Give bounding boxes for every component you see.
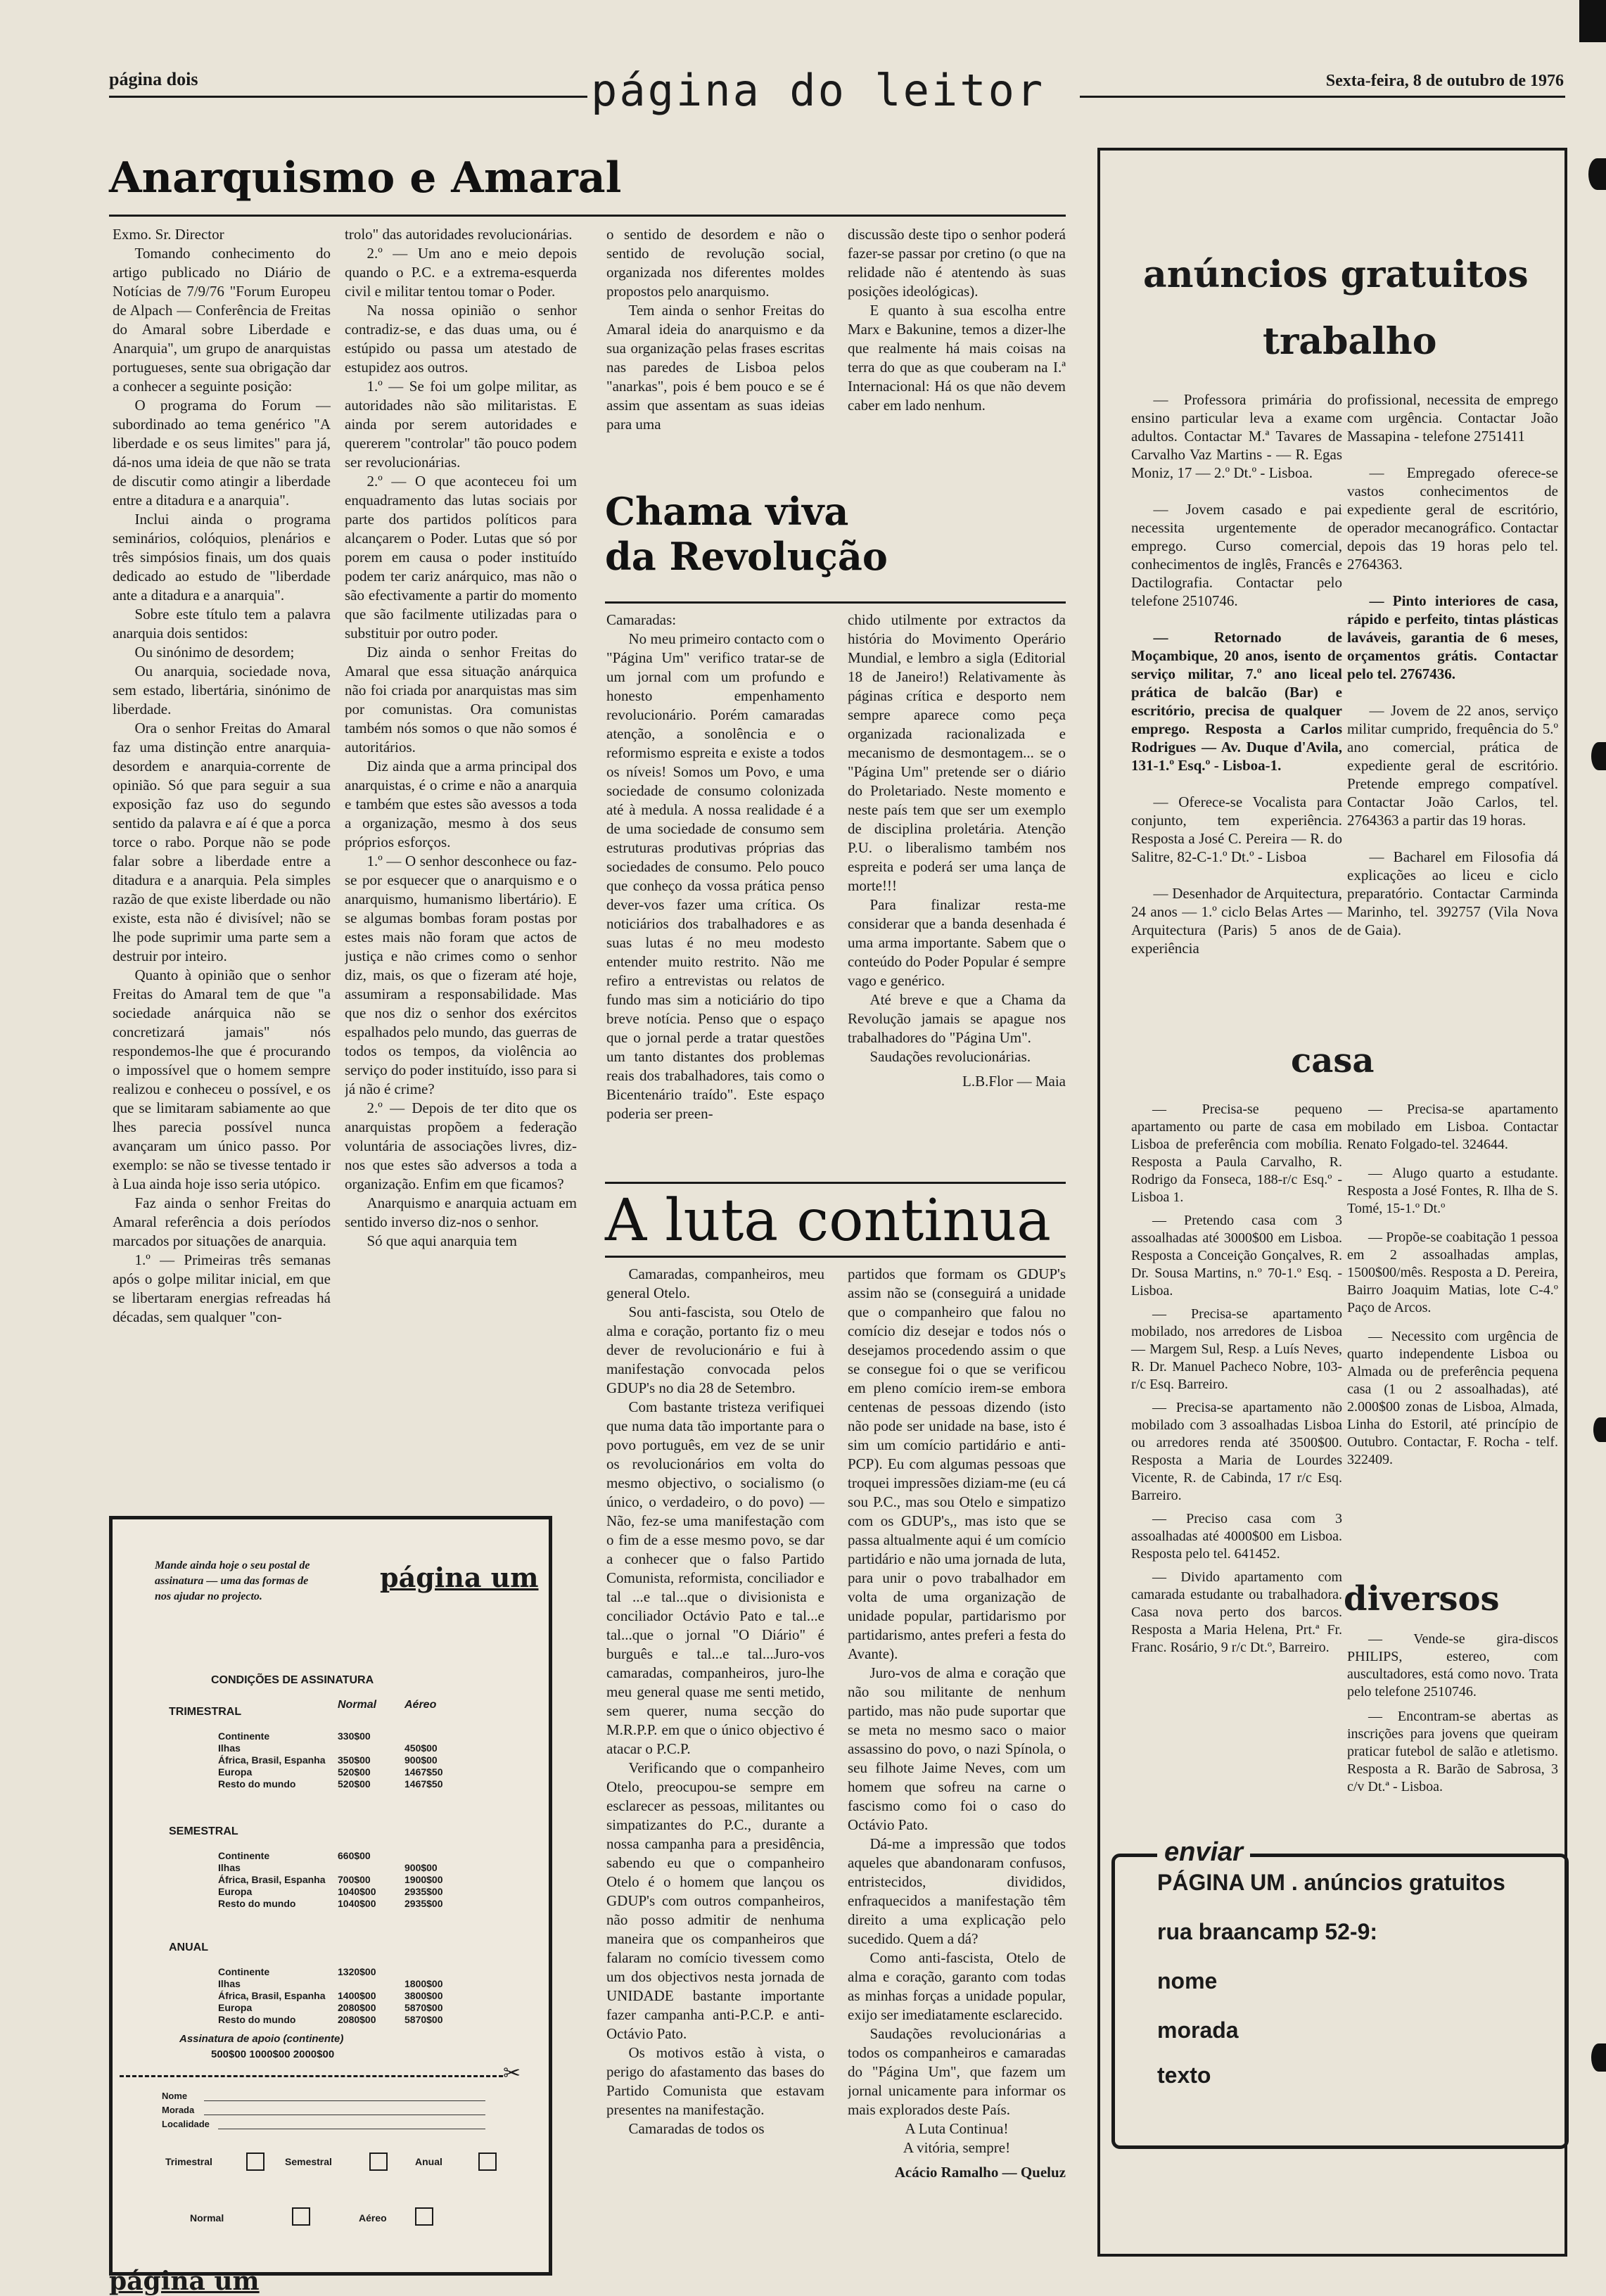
classified-ad: — Vende-se gira-discos PHILIPS, estereo, com auscultadores, está como novo. Trata pelo telefone 2510746. bbox=[1347, 1631, 1558, 1699]
paragraph: Verificando que o companheiro Otelo, preocupou-se sempre em esclarecer as pessoas, militantes ou simpatizantes do P.C., durante a nossa campanha para a presidência, sabendo eu que o companheiro Otelo é o homem que lançou os GDUP's com outros companheiros, não posso admitir de nenhuma maneira que os companheiros que falaram no comício tivessem como um dos objectivos nesta jornada de UNIDADE bastante importante fazer campanha anti-P.C.P. e anti-Octávio Pato. bbox=[606, 1759, 824, 2042]
nome-label: Nome bbox=[162, 2091, 188, 2101]
option-aereo: Aéreo bbox=[359, 2212, 387, 2224]
trabalho-column-1 bbox=[1131, 390, 1342, 976]
checkbox-anual[interactable] bbox=[478, 2152, 497, 2171]
headline-line: Chama viva bbox=[605, 489, 849, 534]
enviar-morada-label: morada bbox=[1157, 2017, 1239, 2043]
anual-label: ANUAL bbox=[169, 1941, 208, 1953]
article1-column-3 bbox=[606, 225, 824, 478]
region: Resto do mundo bbox=[218, 1778, 296, 1790]
paragraph: Dá-me a impressão que todos aqueles que abandonaram confusos, entristecidos, divididos, enfraquecidos a manifestação têm direito a uma explicação pelo sucedido. Quem a dá? bbox=[848, 1835, 1066, 1947]
paragraph: Anarquismo e anarquia actuam em sentido inverso diz-nos o senhor. bbox=[345, 1194, 577, 1230]
article3-rule bbox=[605, 1256, 1066, 1258]
price-aereo: 450$00 bbox=[404, 1742, 438, 1754]
apoio-values: 500$00 1000$00 2000$00 bbox=[211, 2048, 335, 2060]
headline-anarquismo: Anarquismo e Amaral bbox=[109, 153, 622, 203]
option-anual: Anual bbox=[415, 2156, 442, 2167]
price-aereo: 5870$00 bbox=[404, 2002, 443, 2013]
article1-column-4 bbox=[848, 225, 1066, 478]
enviar-label: enviar bbox=[1157, 1837, 1250, 1868]
classified-ad: — Pretendo casa com 3 assoalhadas até 3000$00 em Lisboa. Resposta a Conceição Gonçalves, R. Dr. Sousa Martins, n.º 70-1.º Esq. - Lisboa. bbox=[1131, 1213, 1342, 1299]
price-normal: 520$00 bbox=[338, 1778, 371, 1790]
morada-label: Morada bbox=[162, 2105, 195, 2115]
article2-rule bbox=[605, 601, 1066, 604]
cut-line bbox=[120, 2075, 503, 2077]
region: Resto do mundo bbox=[218, 2014, 296, 2025]
trimestral-label: TRIMESTRAL bbox=[169, 1706, 242, 1718]
subscription-intro: Mande ainda hoje o seu postal de assinatura — uma das formas de nos ajudar no projecto. bbox=[155, 1560, 310, 1602]
price-normal bbox=[338, 1978, 404, 1990]
price-normal bbox=[338, 1742, 404, 1754]
paragraph: Quanto à opinião que o senhor Freitas do Amaral tem de que "a sociedade anárquica não se concretizará jamais" nós respondemos-lhe que é procurando o impossível que o homem sempre realizou e conheceu o possível, e os que se limitaram sabiamente ao que lhes parecia possível nunca avançaram um único passo. Por exemplo: se não se tivesse tentado ir à Lua ainda hoje isso seria utópico. bbox=[113, 967, 331, 1192]
price-normal bbox=[338, 1862, 404, 1874]
region: Europa bbox=[218, 2002, 253, 2013]
paragraph: Os motivos estão à vista, o perigo do afastamento das bases do Partido Comunista que estavam presentes na manifestação. bbox=[606, 2044, 824, 2118]
enviar-texto-label: texto bbox=[1157, 2062, 1211, 2088]
paragraph: Como anti-fascista, Otelo de alma e coração, garanto com todas as minhas forças a unidade popular, exijo ser imediatamente esclarecido. bbox=[848, 1949, 1066, 2023]
price-normal: 1040$00 bbox=[338, 1898, 376, 1909]
region: África, Brasil, Espanha bbox=[218, 1874, 326, 1885]
page-edge-mark bbox=[1591, 742, 1606, 770]
price-aereo: 5870$00 bbox=[404, 2014, 443, 2025]
paragraph: Juro-vos de alma e coração que não sou militante de nenhum partido, mas não pude suportar que se meta no mesmo saco o maior assassino do povo, o nazi Spínola, o seu filhote Jaime Neves, com um homem que sofreu na carne o fascismo como foi o caso do Octávio Pato. bbox=[848, 1664, 1066, 1833]
price-normal: 330$00 bbox=[338, 1730, 371, 1742]
page-edge-mark bbox=[1593, 1417, 1606, 1442]
paragraph: Camaradas: bbox=[606, 611, 677, 628]
classified-ad: — Propõe-se coabitação 1 pessoa em 2 assoalhadas amplas, 1500$00/mês. Resposta a D. Pereira, Bairro Joaquim Matias, lote C-4.º Paço de Arcos. bbox=[1347, 1230, 1558, 1315]
subscription-form bbox=[109, 1516, 552, 2276]
price-normal: 520$00 bbox=[338, 1766, 371, 1778]
paragraph: chido utilmente por extractos da história do Movimento Operário Mundial, e lembro a sigla (Editorial 18 de Janeiro!) Relativamente às páginas crítica e desporto nem sempre aparece como peça organizada racionalizada e mecanismo de desmontagem... se o "Página Um" pretende ser o diário do Proletariado. Neste momento e neste país tem que ser um exemplo de disciplina proletária. Atenção P.U. o liberalismo também nos espreita e poderá ser uma lança de morte!!! bbox=[848, 611, 1066, 894]
price-aereo: 900$00 bbox=[404, 1754, 438, 1766]
article3-column-1 bbox=[606, 1265, 824, 2272]
region: Ilhas bbox=[218, 1978, 241, 1989]
classified-ad: — Necessito com urgência de quarto independente Lisboa ou Almada ou de preferência pequena casa (1 ou 2 assoalhadas), até 2.000$00 zonas de Lisboa, Almada, Linha do Estoril, até princípio de Outubro. Contactar, F. Rocha - telf. 322409. bbox=[1347, 1329, 1558, 1467]
classified-ad: — Professora primária do ensino particular leva a exame adultos. Contactar M.ª Tavares de Carvalho Vaz Martins - — R. Egas Moniz, 17 — 2.º Dt.º - Lisboa. bbox=[1131, 391, 1342, 481]
region: Continente bbox=[218, 1850, 270, 1861]
price-normal: 2080$00 bbox=[338, 2002, 376, 2013]
diversos-column-2 bbox=[1347, 1631, 1558, 1803]
paragraph: Para finalizar resta-me considerar que a banda desenhada é uma arma importante. Sabem que o conteúdo do Poder Popular é sempre vago e genérico. bbox=[848, 896, 1066, 989]
classified-ad: — Oferece-se Vocalista para conjunto, tem experiência. Resposta a José C. Pereira — R. do Salitre, 82-C-1.º Dt.º - Lisboa bbox=[1131, 793, 1342, 865]
classifieds-title: anúncios gratuitos bbox=[1143, 253, 1529, 296]
casa-column-2 bbox=[1347, 1101, 1558, 1480]
classified-ad: — Encontram-se abertas as inscrições para jovens que queiram praticar futebol de salão e atletismo. Resposta a R. Barão de Sabrosa, 3 c/v Dt.ª - Lisboa. bbox=[1347, 1709, 1558, 1794]
paragraph: o sentido de desordem e não o sentido de revolução social, organizada nos diferentes moldes propostos pelo anarquismo. bbox=[606, 226, 824, 300]
price-normal: 1320$00 bbox=[338, 1966, 376, 1977]
price-aereo: 1467$50 bbox=[404, 1766, 443, 1778]
conditions-title: CONDIÇÕES DE ASSINATURA bbox=[211, 1674, 374, 1686]
region: Continente bbox=[218, 1730, 270, 1742]
price-aereo: 3800$00 bbox=[404, 1990, 443, 2001]
paragraph: Sobre este título tem a palavra anarquia dois sentidos: bbox=[113, 606, 331, 642]
enviar-nome-label: nome bbox=[1157, 1968, 1218, 1994]
price-aereo: 1800$00 bbox=[404, 1978, 443, 1989]
classified-ad: — Desenhador de Arquitectura, 24 anos — 1.º ciclo Belas Artes — Arquitectura (Paris) 5 anos de experiência bbox=[1131, 885, 1342, 957]
page-edge-mark bbox=[1591, 2043, 1606, 2072]
paragraph: Diz ainda o senhor Freitas do Amaral que essa situação anárquica não foi criada por anarquistas mas sim por comunistas. Ora comunistas também nós somos o que não somos é autoritários. bbox=[345, 644, 577, 755]
send-address-box bbox=[1111, 1837, 1569, 2149]
semestral-label: SEMESTRAL bbox=[169, 1825, 238, 1837]
apoio-label: Assinatura de apoio (continente) bbox=[179, 2033, 344, 2045]
paragraph: Camaradas de todos os bbox=[628, 2120, 765, 2137]
region: Ilhas bbox=[218, 1742, 241, 1754]
localidade-label: Localidade bbox=[162, 2119, 210, 2129]
headline-line: da Revolução bbox=[605, 534, 888, 579]
paragraph: Com bastante tristeza verifiquei que numa data tão importante para o povo português, em vez de se unir os revolucionários em volta do mesmo objectivo, o socialismo (o único, o verdadeiro, o do povo) — Não, fez-se uma manifestação com o fim de a esse mesmo povo, se dar a conhecer que o falso Partido Comunista, reformista, conciliador e tal ...e tal...que o divisionista e conciliador Octávio Pato e tal...e tal...que o jornal "O Diário" é burguês e tal...e tal...Juro-vos camaradas, companheiros, juro-lhe meu general quase me senti metido, sem querer, numa secção do M.R.P.P. em que o único objectivo é atacar o P.C.P. bbox=[606, 1398, 824, 1757]
paragraph: Só que aqui anarquia tem bbox=[367, 1232, 517, 1249]
classified-ad: — Empregado oferece-se vastos conhecimentos de expediente geral de escritório, operador mecanográfico. Contactar depois das 19 horas pelo tel. 2764363. bbox=[1347, 464, 1558, 573]
article2-column-2 bbox=[848, 611, 1066, 1180]
price-normal: 1400$00 bbox=[338, 1990, 376, 2001]
casa-title: casa bbox=[1291, 1041, 1375, 1080]
paragraph: 1.º — Primeiras três semanas após o golpe militar inicial, em que se libertaram energias refreadas há décadas, sem qualquer "con- bbox=[113, 1251, 331, 1325]
paragraph: 2.º — Um ano e meio depois quando o P.C. e a extrema-esquerda civil e militar tentou tomar o Poder. bbox=[345, 245, 577, 300]
option-normal: Normal bbox=[190, 2212, 224, 2224]
price-normal: 700$00 bbox=[338, 1874, 371, 1885]
paragraph: Ou anarquia, sociedade nova, sem estado, libertária, sinónimo de liberdade. bbox=[113, 663, 331, 718]
paragraph: O programa do Forum — subordinado ao tema genérico "A liberdade e os seus limites" para já, dá-nos uma ideia de que não se trata de discutir como atingir a liberdade entre a ditadura e a anarquia". bbox=[113, 397, 331, 509]
paragraph: A Luta Continua! bbox=[905, 2120, 1009, 2137]
paragraph: Na nossa opinião o senhor contradiz-se, e das duas uma, ou é estúpido ou passa um atestado de estupidez aos outros. bbox=[345, 302, 577, 376]
signature: L.B.Flor — Maia bbox=[962, 1073, 1066, 1090]
checkbox-aereo[interactable] bbox=[415, 2207, 433, 2226]
enviar-address: rua braancamp 52-9: bbox=[1157, 1919, 1378, 1944]
checkbox-trimestral[interactable] bbox=[246, 2152, 265, 2171]
article2-column-1 bbox=[606, 611, 824, 1152]
header-rule-left bbox=[109, 96, 587, 98]
article1-column-1 bbox=[113, 225, 331, 1583]
paragraph: Tem ainda o senhor Freitas do Amaral ideia do anarquismo e da sua organização pelas frases escritas nas paredes de Lisboa pelos "anarkas", pois é bem pouco e se é assim que assentam as suas ideias para uma bbox=[606, 302, 824, 433]
price-aereo: 1900$00 bbox=[404, 1874, 443, 1885]
region: Europa bbox=[218, 1886, 253, 1897]
trabalho-title: trabalho bbox=[1263, 320, 1437, 363]
checkbox-normal[interactable] bbox=[292, 2207, 310, 2226]
region: Europa bbox=[218, 1766, 253, 1778]
enviar-publication: PÁGINA UM . anúncios gratuitos bbox=[1157, 1870, 1505, 1895]
paragraph: No meu primeiro contacto com o "Página Um" verifico tratar-se de um jornal com um profundo e honesto empenhamento revolucionário. Porém camaradas atenção, a sonolência e o reformismo espreita e existe a todos os níveis! Somos um Povo, e uma sociedade de consumo colonizada até à medula. A nossa realidade é a de uma sociedade de consumo sem estruturas produtivas próprias das sociedades de consumo. Pelo pouco que conheço da vossa prática penso dever-vos fazer uma crítica. Os noticiários dos trabalhadores e as suas lutas é no meu modesto entender muito restrito. Não me refiro a entrevistas ou relatos de fundo mas sim a noticiário do tipo breve notícia. Penso que o espaço que o jornal perde a tratar questões um tanto distantes dos problemas reais dos trabalhadores, tais como o Bicentenário traído". Este espaço poderia ser preen- bbox=[606, 630, 824, 1122]
section-title: página do leitor bbox=[591, 65, 1045, 116]
classified-ad: — Divido apartamento com camarada estudante ou trabalhadora. Casa nova perto dos barcos. Resposta a Maria Helena, Prt.ª Fr. Franc. Rosário, 9 r/c Dt.º, Barreiro. bbox=[1131, 1569, 1342, 1655]
paragraph: Inclui ainda o programa seminários, colóquios, plenários e três simpósios finais, um dos quais dedicado ao estudo de "liberdade ante a ditadura e a anarquia". bbox=[113, 511, 331, 604]
casa-column-1 bbox=[1131, 1101, 1342, 1662]
price-aereo: 1467$50 bbox=[404, 1778, 443, 1790]
headline-luta-continua: A luta continua bbox=[605, 1187, 1052, 1254]
trabalho-column-2 bbox=[1347, 390, 1558, 957]
region: Resto do mundo bbox=[218, 1898, 296, 1909]
paragraph: Até breve e que a Chama da Revolução jamais se apague nos trabalhadores do "Página Um". bbox=[848, 991, 1066, 1046]
subscription-logo: página um bbox=[380, 1562, 539, 1593]
region: África, Brasil, Espanha bbox=[218, 1990, 326, 2001]
paragraph: discussão deste tipo o senhor poderá fazer-se passar por cretino (o que na relidade não é atentendo às suas posições ideológicas). bbox=[848, 226, 1066, 300]
classified-ad: — Precisa-se pequeno apartamento ou parte de casa em Lisboa de preferência com mobília. Resposta a Paula Carvalho, R. Rodrigo da Fonseca, 188-r/c Esq.º - Lisboa 1. bbox=[1131, 1102, 1342, 1205]
semestral-table bbox=[218, 1850, 471, 1910]
price-aereo: 2935$00 bbox=[404, 1898, 443, 1909]
option-semestral: Semestral bbox=[285, 2156, 332, 2167]
paragraph: Faz ainda o senhor Freitas do Amaral referência a dois períodos marcados por situações de anarquia. bbox=[113, 1194, 331, 1249]
paragraph: Camaradas, companheiros, meu general Otelo. bbox=[606, 1265, 824, 1301]
region: Continente bbox=[218, 1966, 270, 1977]
paragraph: 1.º — O senhor desconhece ou faz-se por esquecer que o anarquismo e o anarquismo, humanismo libertário). E se algumas bombas foram postas por estes mais não foram que actos de justiça e não crimes como o senhor diz, mais, os que o fizeram até hoje, assumiram a responsabilidade. Mas que nos diz o senhor dos exércitos espalhados pelo mundo, das guerras de todos os tempos, da violência ao serviço do poder instituído, isso para si já não é crime? bbox=[345, 853, 577, 1097]
diversos-title: diversos bbox=[1344, 1579, 1500, 1619]
paragraph: partidos que formam os GDUP's assim não se (conseguirá a unidade que o companheiro que falou no comício diz desejar e todos nós o desejamos procedendo assim o que se consegue foi o que se verificou em pleno comício irem-se embora centenas de pessoas dizendo (isto não pode ser unidade na base, isto é sim um comício partidário e anti-PCP). Eu com algumas pessoas que troquei impressões diziam-me (eu cá sou P.C., mas sou Otelo e simpatizo com os GDUP's,, mas isto que se passa altualmente aqui é um comício partidário e não uma jornada de luta, para unir o povo trabalhador em volta de uma organização de unidade popular, partidarismo por partidarismo, antes preferi a festa do Avante). bbox=[848, 1265, 1066, 1662]
footer-logo: página um bbox=[109, 2266, 260, 2296]
price-normal: 660$00 bbox=[338, 1850, 371, 1861]
paragraph: Saudações revolucionárias. bbox=[869, 1048, 1031, 1065]
col-aereo: Aéreo bbox=[404, 1699, 437, 1711]
paragraph: Exmo. Sr. Director bbox=[113, 226, 224, 243]
page-label: página dois bbox=[109, 69, 198, 89]
header-rule-right bbox=[1080, 96, 1565, 98]
checkbox-semestral[interactable] bbox=[369, 2152, 388, 2171]
classified-ad: — Preciso casa com 3 assoalhadas até 4000$00 em Lisboa. Resposta pelo tel. 641452. bbox=[1131, 1511, 1342, 1562]
paragraph: Diz ainda que a arma principal dos anarquistas, é o crime e não a anarquia e também que estes são avessos a toda a organização, mesmo à dos seus próprios esforços. bbox=[345, 758, 577, 850]
price-aereo: 2935$00 bbox=[404, 1886, 443, 1897]
classified-ad: — Precisa-se apartamento não mobilado com 3 assoalhadas Lisboa ou arredores renda até 3500$00. Resposta a Maria de Lourdes Vicente, R. de Cabinda, 17 r/c Esq. Barreiro. bbox=[1131, 1400, 1342, 1503]
page-edge-mark bbox=[1579, 0, 1606, 42]
article1-rule bbox=[109, 215, 1066, 217]
col-normal: Normal bbox=[338, 1699, 377, 1711]
option-trimestral: Trimestral bbox=[165, 2156, 212, 2167]
article1-column-2 bbox=[345, 225, 577, 1495]
paragraph: Sou anti-fascista, sou Otelo de alma e coração, portanto fiz o meu dever de revolucionário e fui à manifestação convocada pelos GDUP's no dia 28 de Setembro. bbox=[606, 1303, 824, 1396]
paragraph: 2.º — O que aconteceu foi um enquadramento das lutas sociais por parte dos partidos políticos para alcançarem o Poder. Lutas que só por porem em causa o poder instituído podem ter cariz anárquico, mas não o são efectivamente a partir do momento que são facilmente utilizadas para o substituir por outro poder. bbox=[345, 473, 577, 642]
paragraph: 2.º — Depois de ter dito que os anarquistas propõem a federação voluntária de associações livres, diz-nos que estes são adversos a toda a organização. Enfim em que ficamos? bbox=[345, 1099, 577, 1192]
trimestral-table bbox=[218, 1730, 471, 1790]
page-edge-mark bbox=[1588, 158, 1606, 190]
paragraph: 1.º — Se foi um golpe militar, as autoridades não são militaristas. E ainda por serem autoridades e quererem "controlar" tão pouco podem ser revolucionárias. bbox=[345, 378, 577, 471]
classified-ad: profissional, necessita de emprego com urgência. Contactar João Massapina - telefone 2751411 bbox=[1347, 391, 1558, 445]
price-normal: 2080$00 bbox=[338, 2014, 376, 2025]
paragraph: Ora o senhor Freitas do Amaral faz uma distinção entre anarquia-desordem e anarquia-corrente de opinião. Só que para seguir a sua exposição faz uso do segundo sentido da palavra e aí é que a porca torce o rabo. Porque não se pode falar sobre a liberdade entre a ditadura e a anarquia. Pela simples razão de que existe liberdade ou não existe, esta não é divisível; não se lhe pode suprimir uma parte sem a destruir por inteiro. bbox=[113, 720, 331, 964]
headline-chama-viva bbox=[605, 489, 888, 579]
classified-ad: — Alugo quarto a estudante. Resposta a José Fontes, R. Ilha de S. Tomé, 15-1.º Dt.º bbox=[1347, 1166, 1558, 1216]
paragraph: A vitória, sempre! bbox=[903, 2139, 1011, 2156]
paragraph: Ou sinónimo de desordem; bbox=[134, 644, 295, 661]
anual-table bbox=[218, 1966, 471, 2026]
classified-ad: — Retornado de Moçambique, 20 anos, isento de serviço militar, 7.º ano liceal prática de balcão (Bar) e escritório, precisa de qualquer emprego. Resposta a Carlos Rodrigues — Av. Duque d'Avila, 131-1.º Esq.º - Lisboa-1. bbox=[1131, 629, 1342, 774]
region: Ilhas bbox=[218, 1862, 241, 1873]
paragraph: Saudações revolucionárias a todos os companheiros e camaradas do "Página Um", que fazem um jornal unicamente para informar os mais explorados deste País. bbox=[848, 2025, 1066, 2118]
paragraph: Tomando conhecimento do artigo publicado no Diário de Notícias de 7/9/76 "Forum Europeu de Alpach — Conferência de Freitas do Amaral sobre Liberdade e Anarquia", um grupo de anarquistas portugueses, sente sua obrigação dar a conhecer a seguinte posição: bbox=[113, 245, 331, 395]
price-normal: 1040$00 bbox=[338, 1886, 376, 1897]
classified-ad: — Pinto interiores de casa, rápido e perfeito, tintas plásticas laváveis, garantia de 6 meses, orçamentos grátis. Contactar pelo tel. 2767436. bbox=[1347, 592, 1558, 682]
region: África, Brasil, Espanha bbox=[218, 1754, 326, 1766]
classified-ad: — Precisa-se apartamento mobilado, nos arredores de Lisboa — Margem Sul, Resp. a Luís Neves, R. Dr. Manuel Pacheco Nobre, 103-r/c Esq. Barreiro. bbox=[1131, 1306, 1342, 1392]
classified-ad: — Precisa-se apartamento mobilado em Lisboa. Contactar Renato Folgado-tel. 324644. bbox=[1347, 1102, 1558, 1152]
paragraph: trolo" das autoridades revolucionárias. bbox=[345, 226, 573, 243]
scissors-icon: ✂ bbox=[503, 2061, 521, 2086]
nome-field[interactable] bbox=[204, 2100, 485, 2101]
price-aereo: 900$00 bbox=[404, 1862, 438, 1873]
article3-rule-top bbox=[605, 1182, 1066, 1184]
price-normal: 350$00 bbox=[338, 1754, 371, 1766]
article3-column-2 bbox=[848, 1265, 1066, 2272]
issue-date: Sexta-feira, 8 de outubro de 1976 bbox=[1325, 72, 1564, 90]
classified-ad: — Jovem de 22 anos, serviço militar cumprido, frequência do 5.º ano comercial, prática de expediente geral de escritório. Pretende emprego compatível. Contactar João Carlos, tel. 2764363 a partir das 19 horas. bbox=[1347, 702, 1558, 829]
classified-ad: — Jovem casado e pai necessita urgentemente de emprego. Curso comercial, conhecimentos de inglês, Francês e Dactilografia. Contactar pelo telefone 2510746. bbox=[1131, 501, 1342, 609]
paragraph: E quanto à sua escolha entre Marx e Bakunine, temos a dizer-lhe que realmente há mais coisas na terra do que as que couberam na I.ª Internacional: Há os que não devem caber em lado nenhum. bbox=[848, 302, 1066, 414]
signature: Acácio Ramalho — Queluz bbox=[894, 2164, 1066, 2181]
classified-ad: — Bacharel em Filosofia dá explicações ao liceu e ciclo preparatório. Contactar Carminda Marinho, tel. 392757 (Vila Nova de Gaia). bbox=[1347, 848, 1558, 938]
